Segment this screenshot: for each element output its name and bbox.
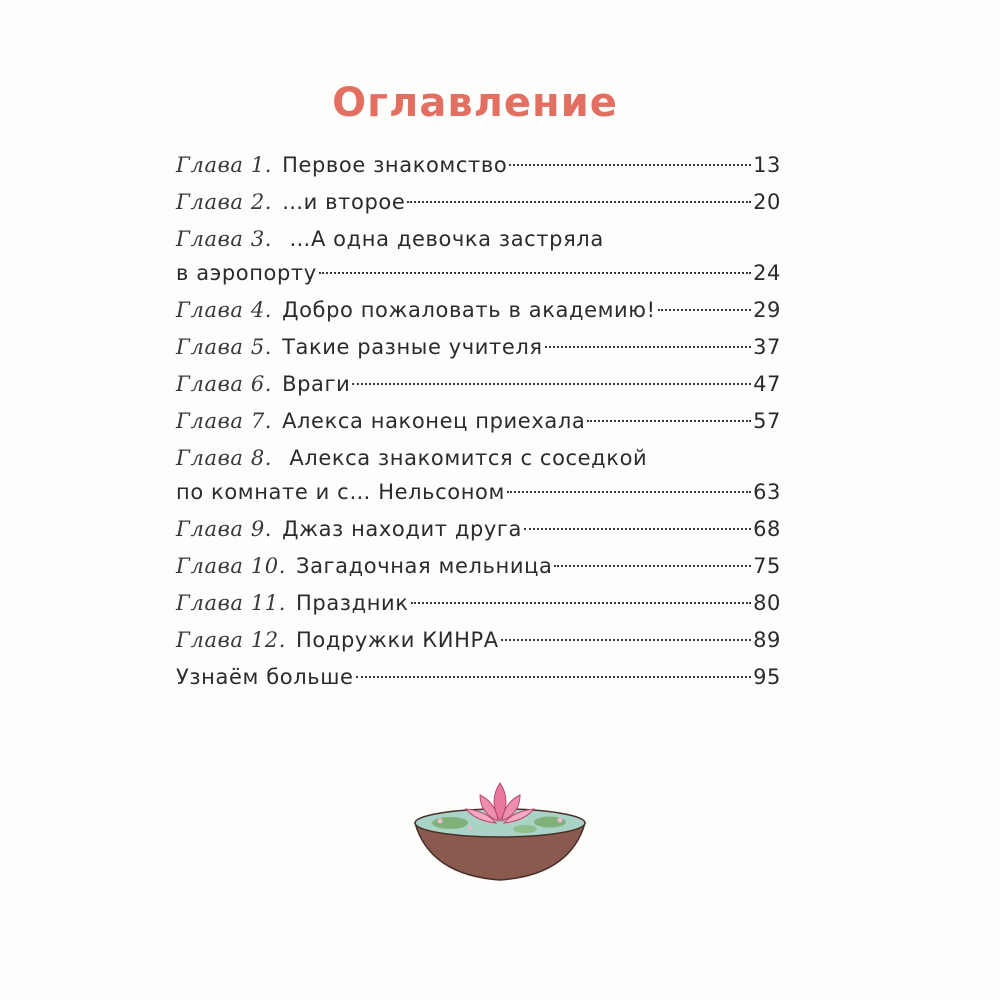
toc-entry-9[interactable] bbox=[176, 512, 781, 546]
toc-entry-1[interactable] bbox=[176, 148, 781, 182]
toc-entry-2[interactable] bbox=[176, 185, 781, 219]
toc-entry-5[interactable] bbox=[176, 330, 781, 364]
chapter-number: Глава 2. bbox=[176, 190, 273, 214]
chapter-number: Глава 5. bbox=[176, 335, 273, 359]
chapter-title: Загадочная мельница bbox=[296, 554, 553, 578]
chapter-title: Подружки КИНРА bbox=[296, 628, 499, 652]
page-number: 20 bbox=[753, 190, 781, 214]
toc-entry-3[interactable] bbox=[176, 222, 781, 290]
chapter-number: Глава 1. bbox=[176, 153, 273, 177]
page-number: 24 bbox=[753, 261, 781, 285]
chapter-number: Глава 4. bbox=[176, 298, 273, 322]
toc-entry-8[interactable] bbox=[176, 441, 781, 509]
table-of-contents bbox=[176, 148, 781, 697]
page-number: 89 bbox=[753, 628, 781, 652]
lotus-bowl-icon bbox=[410, 775, 590, 885]
toc-entry-7[interactable] bbox=[176, 404, 781, 438]
page-number: 68 bbox=[753, 517, 781, 541]
chapter-title: Алекса наконец приехала bbox=[282, 409, 586, 433]
page-number: 95 bbox=[753, 665, 781, 689]
page-number: 47 bbox=[753, 372, 781, 396]
dot-leader bbox=[524, 528, 751, 530]
dot-leader bbox=[507, 491, 751, 493]
chapter-number: Глава 8. bbox=[176, 446, 273, 470]
chapter-title: Узнаём больше bbox=[176, 665, 354, 689]
chapter-title: Джаз находит друга bbox=[282, 517, 523, 541]
chapter-number: Глава 11. bbox=[176, 591, 287, 615]
chapter-number: Глава 6. bbox=[176, 372, 273, 396]
dot-leader bbox=[658, 309, 751, 311]
page-title: Оглавление bbox=[332, 80, 618, 126]
toc-entry-13[interactable] bbox=[176, 660, 781, 694]
dot-leader bbox=[319, 272, 751, 274]
chapter-number: Глава 10. bbox=[176, 554, 287, 578]
chapter-title: …и второе bbox=[282, 190, 406, 214]
toc-entry-12[interactable] bbox=[176, 623, 781, 657]
toc-entry-10[interactable] bbox=[176, 549, 781, 583]
page-number: 29 bbox=[753, 298, 781, 322]
chapter-number: Глава 7. bbox=[176, 409, 273, 433]
dot-leader bbox=[352, 383, 751, 385]
page-number: 37 bbox=[753, 335, 781, 359]
chapter-title-line2: по комнате и с… Нельсоном bbox=[176, 480, 505, 504]
toc-entry-6[interactable] bbox=[176, 367, 781, 401]
chapter-title: Праздник bbox=[296, 591, 409, 615]
dot-leader bbox=[587, 420, 751, 422]
toc-entry-4[interactable] bbox=[176, 293, 781, 327]
chapter-number: Глава 9. bbox=[176, 517, 273, 541]
page-number: 75 bbox=[753, 554, 781, 578]
chapter-title: Добро пожаловать в академию! bbox=[282, 298, 656, 322]
dot-leader bbox=[554, 565, 751, 567]
dot-leader bbox=[356, 676, 752, 678]
dot-leader bbox=[411, 602, 752, 604]
chapter-title-line1: …А одна девочка застряла bbox=[289, 227, 604, 251]
page-number: 63 bbox=[753, 480, 781, 504]
dot-leader bbox=[501, 639, 751, 641]
chapter-number: Глава 12. bbox=[176, 628, 287, 652]
chapter-title: Первое знакомство bbox=[282, 153, 508, 177]
toc-entry-11[interactable] bbox=[176, 586, 781, 620]
chapter-title: Враги bbox=[282, 372, 351, 396]
dot-leader bbox=[509, 164, 751, 166]
dot-leader bbox=[545, 346, 751, 348]
dot-leader bbox=[407, 201, 751, 203]
page-number: 80 bbox=[753, 591, 781, 615]
chapter-number: Глава 3. bbox=[176, 227, 273, 251]
chapter-title-line1: Алекса знакомится с соседкой bbox=[289, 446, 648, 470]
page-number: 57 bbox=[753, 409, 781, 433]
chapter-title: Такие разные учителя bbox=[282, 335, 543, 359]
chapter-title-line2: в аэропорту bbox=[176, 261, 317, 285]
page-number: 13 bbox=[753, 153, 781, 177]
